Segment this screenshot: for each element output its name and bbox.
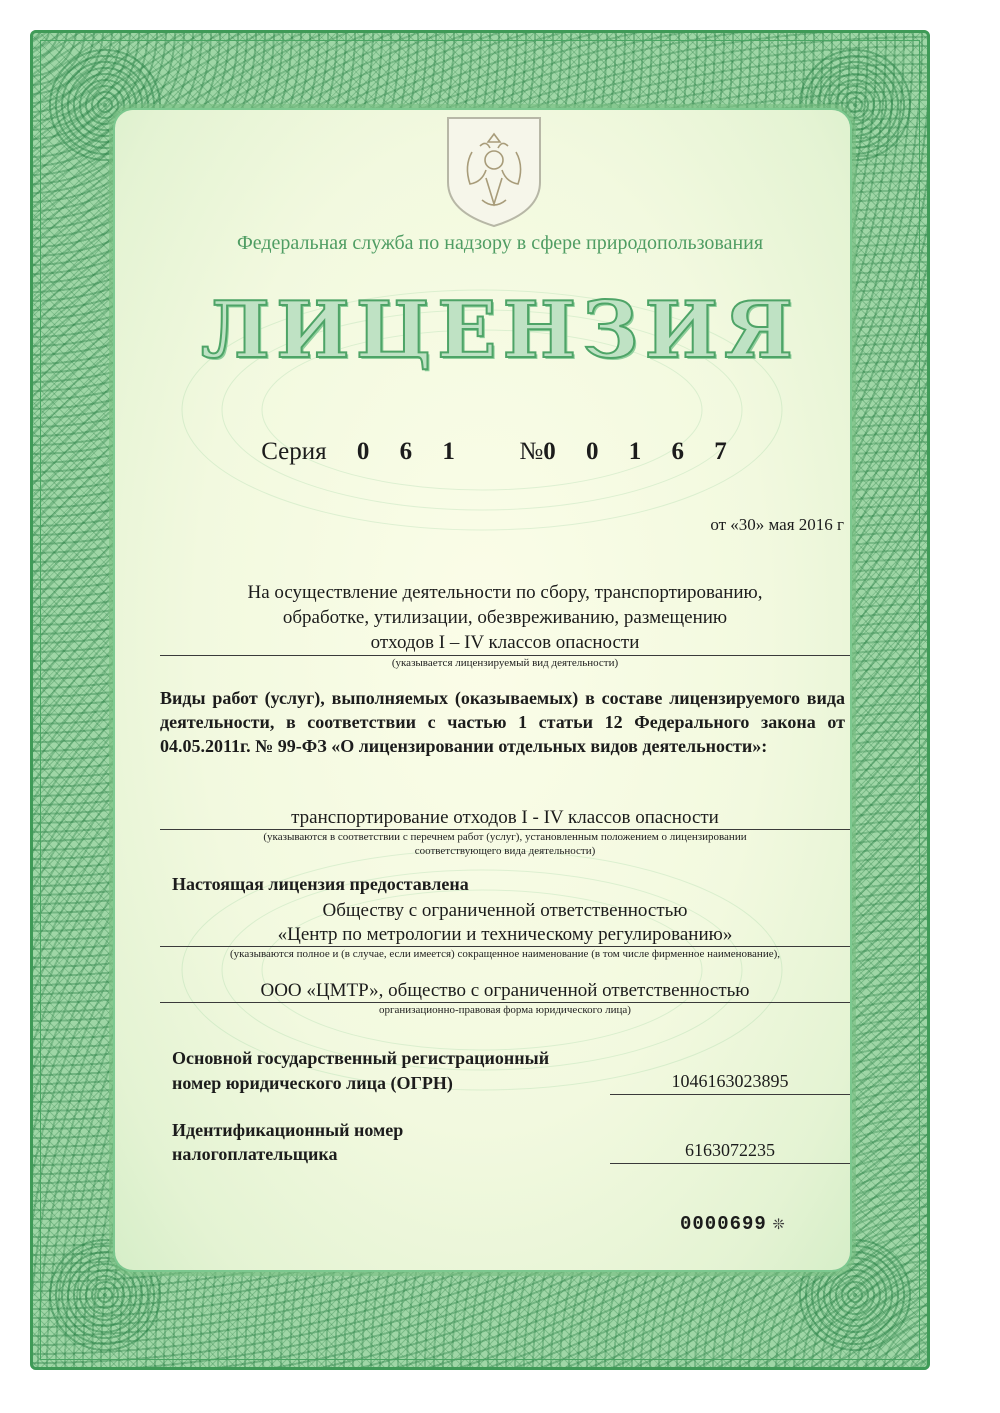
coat-of-arms-icon <box>442 112 546 230</box>
activity-line-1: На осуществление деятельности по сбору, транспортированию, <box>247 582 763 603</box>
ogrn-value: 1046163023895 <box>671 1071 789 1091</box>
activity-line-3: отходов I – IV классов опасности <box>370 632 640 653</box>
series-label: Серия <box>261 438 327 465</box>
inn-underline <box>610 1163 850 1164</box>
licensee-caption: (указываются полное и (в случае, если имеется) сокращенное наименование (в том числе фирменное наименование), <box>230 948 780 960</box>
works-caption-1: (указываются в соответствии с перечнем работ (услуг), установленным положением о лицензировании <box>263 831 747 843</box>
number-label: № <box>519 438 544 465</box>
short-name-caption: организационно-правовая форма юридического лица) <box>379 1004 631 1016</box>
agency-name: Федеральная служба по надзору в сфере природопользования <box>236 232 764 254</box>
blank-serial-number <box>680 1212 785 1235</box>
licensee-short-name: ООО «ЦМТР», общество с ограниченной ответственностью <box>260 980 750 1001</box>
works-description: Виды работ (услуг), выполняемых (оказываемых) в составе лицензируемого вида деятельности, в соответствии с частью 1 статьи 12 Федерального закона от 04.05.2011г. № 99-ФЗ «О лицензировании отдельных видов деятельности»: <box>160 688 845 756</box>
works-caption-2: соответствующего вида деятельности) <box>414 845 596 857</box>
series-value: 0 6 1 <box>356 438 467 465</box>
activity-caption: (указывается лицензируемый вид деятельности) <box>391 657 619 669</box>
ogrn-label-1: Основной государственный регистрационный <box>172 1048 550 1068</box>
licensee-label: Настоящая лицензия предоставлена <box>172 874 469 894</box>
activity-line-2: обработке, утилизации, обезвреживанию, размещению <box>282 607 728 628</box>
ogrn-label-2: номер юридического лица (ОГРН) <box>172 1073 453 1093</box>
inn-value: 6163072235 <box>685 1140 775 1160</box>
ogrn-underline <box>610 1094 850 1095</box>
inn-label-1: Идентификационный номер <box>172 1120 404 1140</box>
series-number-line <box>0 438 1000 466</box>
licensee-line-1: Обществу с ограниченной ответственностью <box>322 900 688 921</box>
licensee-line-2: «Центр по метрологии и техническому регулированию» <box>277 924 733 945</box>
document-title: ЛИЦЕНЗИЯ <box>201 285 799 376</box>
inn-label-2: налогоплательщика <box>172 1144 338 1164</box>
works-value: транспортирование отходов I - IV классов опасности <box>291 807 719 828</box>
number-value: 0 0 1 6 7 <box>543 438 739 465</box>
issue-date: от «30» мая 2016 г <box>710 515 844 534</box>
blank-serial-value: 0000699 <box>680 1213 767 1235</box>
asterisk-icon: ❊ <box>772 1213 786 1235</box>
